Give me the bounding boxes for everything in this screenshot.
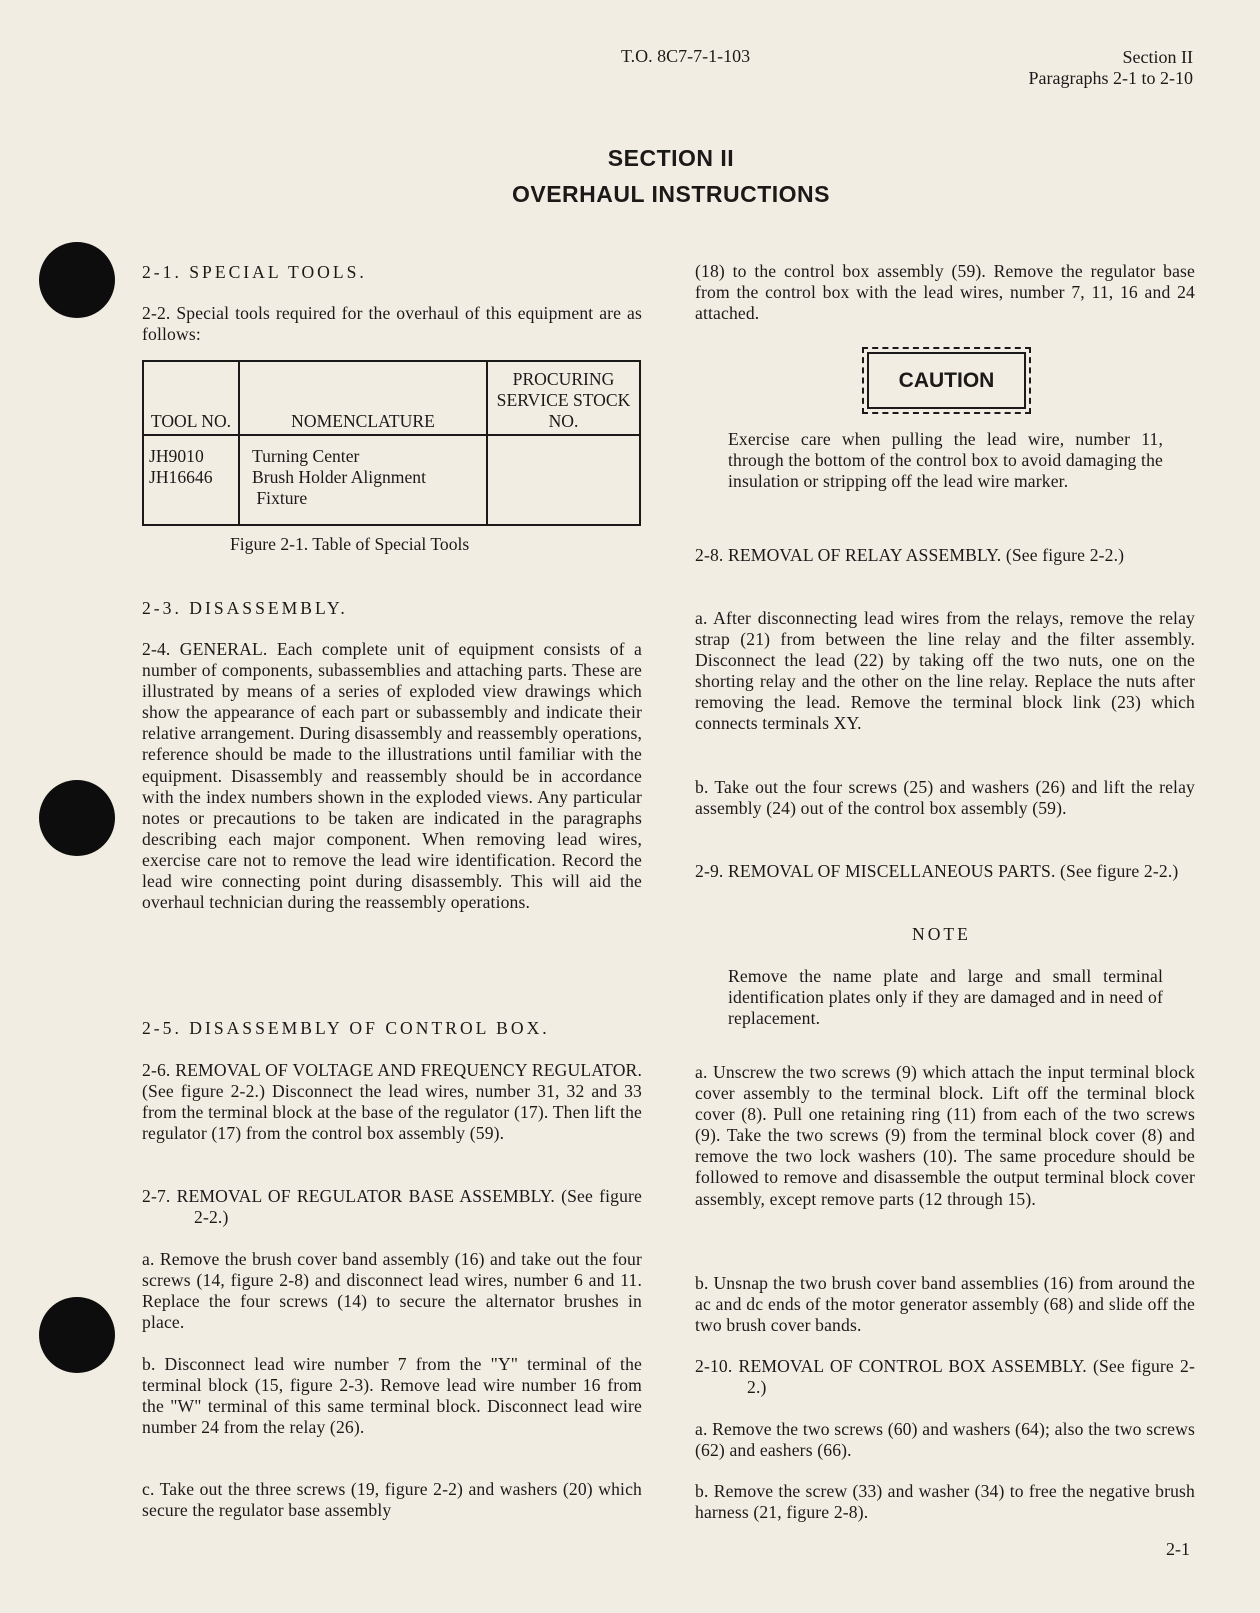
column-header-tool-no: TOOL NO. <box>143 361 239 435</box>
special-tools-table <box>142 360 641 526</box>
table-row <box>143 435 640 525</box>
section-subtitle: OVERHAUL INSTRUCTIONS <box>511 181 831 207</box>
heading-2-8: 2-8. REMOVAL OF RELAY ASSEMBLY. (See figure 2-2.) <box>695 545 1125 565</box>
paragraph-2-7c-continued: (18) to the control box assembly (59). Remove the regulator base from the control box with the lead wires, number 7, 11, 16 and 24 attached. <box>695 261 1195 324</box>
paragraph-range: Paragraphs 2-1 to 2-10 <box>1028 68 1193 88</box>
heading-2-3: 2-3. DISASSEMBLY. <box>142 598 348 618</box>
heading-2-9: 2-9. REMOVAL OF MISCELLANEOUS PARTS. (See figure 2-2.) <box>695 861 1179 881</box>
paragraph-2-8b: b. Take out the four screws (25) and washers (26) and lift the relay assembly (24) out of the control box assembly (59). <box>695 777 1195 819</box>
caution-box <box>862 347 1031 414</box>
paragraph-2-8a: a. After disconnecting lead wires from the relays, remove the relay strap (21) from between the line relay and the filter assembly. Disconnect the lead (22) by taking off the two nuts, one on the shorting relay and the other on the line relay. Replace the nuts after removing the lead. Remove the terminal block link (23) which connects terminals XY. <box>695 608 1195 734</box>
paragraph-2-9a: a. Unscrew the two screws (9) which attach the input terminal block cover assembly to the terminal block. Lift off the terminal block cover (8). Pull one retaining ring (11) from each of the two screws (9). Take the two screws (9) from the terminal block cover (8) and remove the two lock washers (10). The same procedure should be followed to remove and disassemble the output terminal block cover assembly, except remove parts (12 through 15). <box>695 1062 1195 1209</box>
tool-no-cell: JH9010 JH16646 <box>143 435 239 525</box>
paragraph-2-10a: a. Remove the two screws (60) and washers (64); also the two screws (62) and eashers (66). <box>695 1419 1195 1461</box>
paragraph-2-7a: a. Remove the brush cover band assembly (16) and take out the four screws (14, figure 2-8) and disconnect lead wires, number 6 and 11. Replace the four screws (14) to secure the alternator brushes in place. <box>142 1249 642 1333</box>
punch-hole <box>39 780 115 856</box>
punch-hole <box>39 1297 115 1373</box>
heading-2-10: 2-10. REMOVAL OF CONTROL BOX ASSEMBLY. (See figure 2-2.) <box>695 1356 1195 1398</box>
nomenclature-cell: Turning Center Brush Holder Alignment Fixture <box>239 435 487 525</box>
paragraph-2-10b: b. Remove the screw (33) and washer (34) to free the negative brush harness (21, figure 2-8). <box>695 1481 1195 1523</box>
paragraph-2-7c: c. Take out the three screws (19, figure 2-2) and washers (20) which secure the regulator base assembly <box>142 1479 642 1521</box>
column-header-stock-no: PROCURING SERVICE STOCK NO. <box>487 361 640 435</box>
paragraph-2-4: 2-4. GENERAL. Each complete unit of equipment consists of a number of components, subassemblies and attaching parts. These are illustrated by means of a series of exploded view drawings which show the appearance of each part or subassembly and indicate their relative arrangement. During disassembly and reassembly operations, reference should be made to the illustrations until familiar with the equipment. Disassembly and reassembly should be in accordance with the index numbers shown in the exploded views. Any particular notes or precautions to be taken are indicated in the paragraphs describing each major component. When removing lead wires, exercise care not to remove the lead wire identification. Record the lead wire connecting point during disassembly. This will aid the overhaul technician during the reassembly operations. <box>142 639 642 913</box>
heading-2-5: 2-5. DISASSEMBLY OF CONTROL BOX. <box>142 1018 550 1038</box>
punch-hole <box>39 242 115 318</box>
caution-text: Exercise care when pulling the lead wire, number 11, through the bottom of the control box to avoid damaging the insulation or stripping off the lead wire marker. <box>728 429 1163 492</box>
to-number: T.O. 8C7-7-1-103 <box>621 46 751 66</box>
paragraph-2-7b: b. Disconnect lead wire number 7 from the "Y" terminal of the terminal block (15, figure 2-3). Remove lead wire number 16 from the "W" terminal of this same terminal block. Disconnect lead wire number 24 from the relay (26). <box>142 1354 642 1438</box>
note-text: Remove the name plate and large and small terminal identification plates only if they are damaged and in need of replacement. <box>728 966 1163 1029</box>
page-number: 2-1 <box>1166 1539 1190 1559</box>
column-header-nomenclature: NOMENCLATURE <box>239 361 487 435</box>
paragraph-2-2: 2-2. Special tools required for the overhaul of this equipment are as follows: <box>142 303 642 345</box>
note-label: NOTE <box>912 924 971 944</box>
figure-caption: Figure 2-1. Table of Special Tools <box>230 534 470 554</box>
heading-2-1: 2-1. SPECIAL TOOLS. <box>142 262 367 282</box>
stock-no-cell <box>487 435 640 525</box>
section-title: SECTION II <box>607 145 735 171</box>
paragraph-2-6: 2-6. REMOVAL OF VOLTAGE AND FREQUENCY REGULATOR. (See figure 2-2.) Disconnect the lead wires, number 31, 32 and 33 from the terminal block at the base of the regulator (17). Then lift the regulator (17) from the control box assembly (59). <box>142 1060 642 1144</box>
paragraph-2-9b: b. Unsnap the two brush cover band assemblies (16) from around the ac and dc ends of the motor generator assembly (68) and slide off the two brush cover bands. <box>695 1273 1195 1336</box>
caution-label: CAUTION <box>898 368 995 392</box>
section-label: Section II <box>1122 47 1193 67</box>
heading-2-7: 2-7. REMOVAL OF REGULATOR BASE ASSEMBLY. (See figure 2-2.) <box>142 1186 642 1228</box>
